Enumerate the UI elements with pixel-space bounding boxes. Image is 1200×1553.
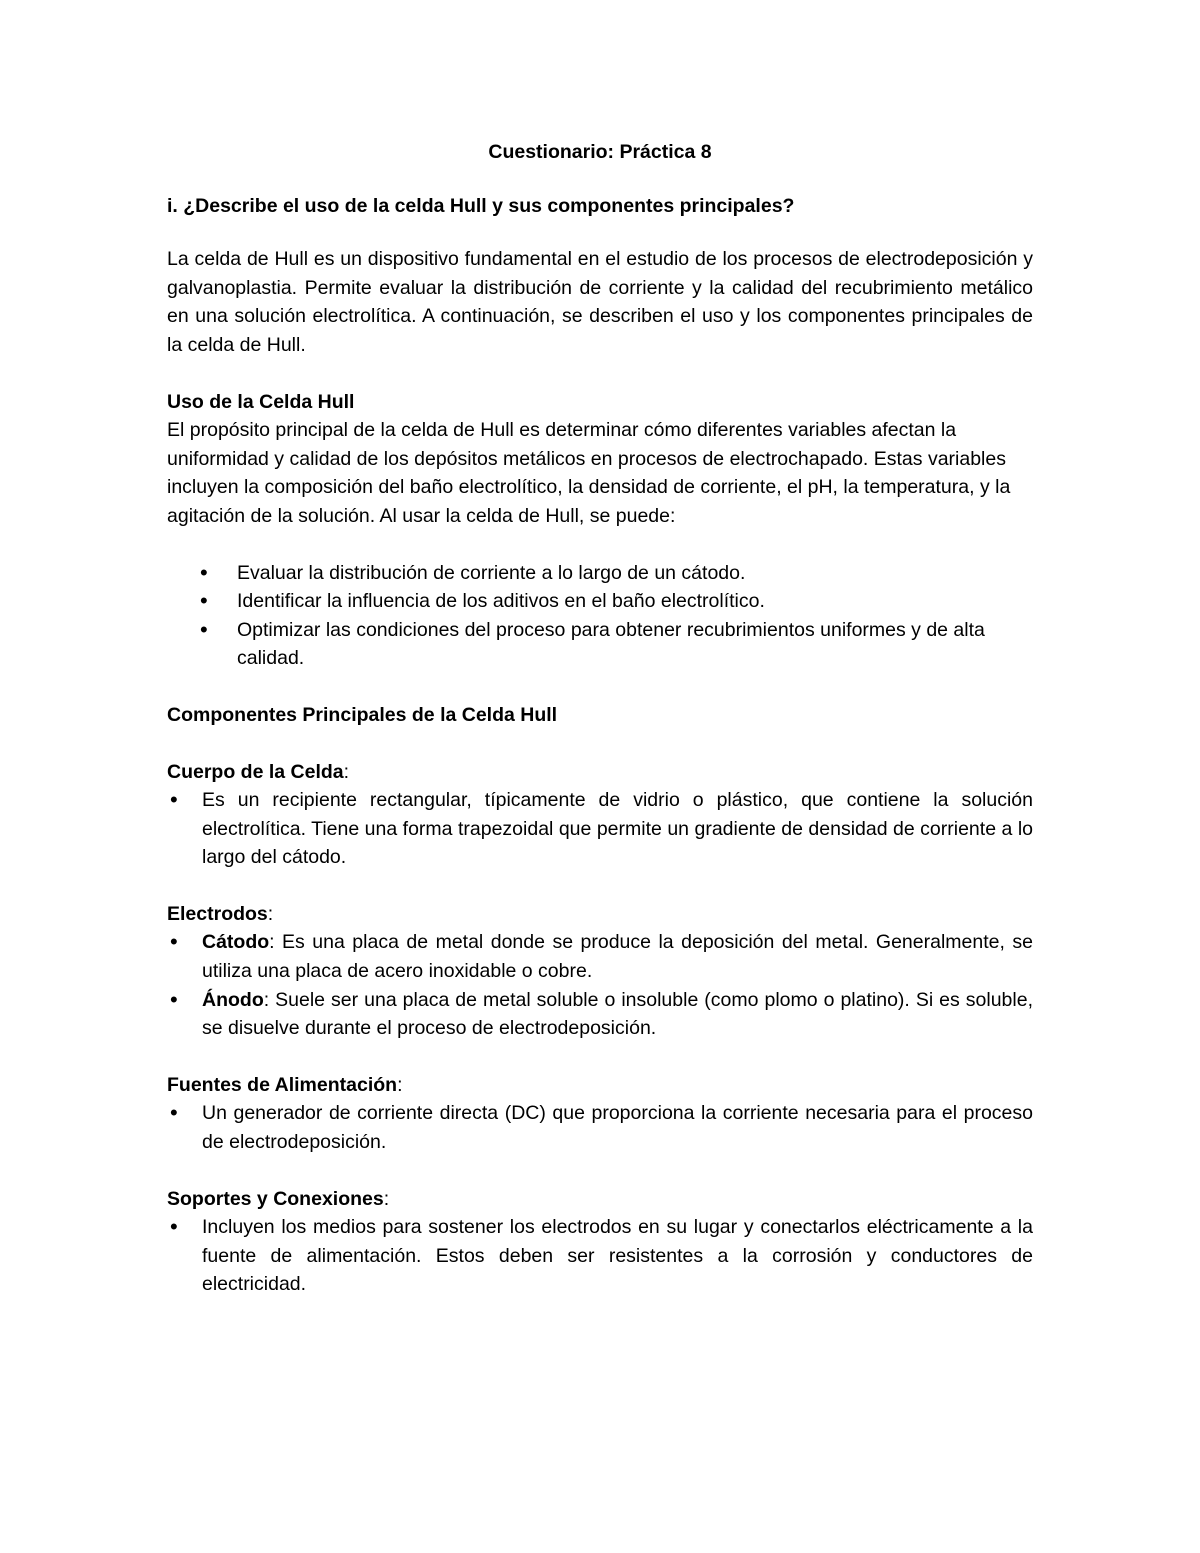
list-item-anodo <box>202 986 1033 1043</box>
cuerpo-suffix: : <box>343 760 350 783</box>
anodo-term: Ánodo <box>202 988 264 1011</box>
fuentes-bullet-list <box>167 1099 1033 1156</box>
catodo-term: Cátodo <box>202 931 270 954</box>
cuerpo-bullet-list <box>167 786 1033 872</box>
document-title: Cuestionario: Práctica 8 <box>488 141 712 163</box>
list-item: • Identificar la influencia de los aditivos en el baño electrolítico. <box>237 587 1033 616</box>
list-item: • Incluyen los medios para sostener los electrodos en su lugar y conectarlos eléctricamente a la fuente de alimentación. Estos deben ser resistentes a la corrosión y conductores de electricidad. <box>202 1213 1033 1299</box>
componentes-heading: Componentes Principales de la Celda Hull <box>167 703 558 726</box>
soportes-bullet-list <box>167 1213 1033 1299</box>
list-item-catodo <box>202 928 1033 985</box>
document-page <box>167 138 1033 1299</box>
list-item: • Optimizar las condiciones del proceso para obtener recubrimientos uniformes y de alta calidad. <box>237 616 1033 673</box>
list-item: • Es un recipiente rectangular, típicamente de vidrio o plástico, que contiene la solución electrolítica. Tiene una forma trapezoidal que permite un gradiente de densidad de corriente a lo largo del cátodo. <box>202 786 1033 872</box>
uso-paragraph: El propósito principal de la celda de Hull es determinar cómo diferentes variables afectan la uniformidad y calidad de los depósitos metálicos en procesos de electrochapado. Estas variables incluyen la composición del baño electrolítico, la densidad de corriente, el pH, la temperatura, y la agitación de la solución. Al usar la celda de Hull, se puede: <box>167 419 1011 527</box>
soportes-suffix: : <box>383 1187 390 1210</box>
catodo-text: : Es una placa de metal donde se produce la deposición del metal. Generalmente, se utiliza una placa de acero inoxidable o cobre. <box>202 931 1033 983</box>
fuentes-heading <box>167 1071 1033 1100</box>
fuentes-label: Fuentes de Alimentación <box>167 1073 398 1096</box>
intro-paragraph: La celda de Hull es un dispositivo fundamental en el estudio de los procesos de electrodeposición y galvanoplastia. Permite evaluar la distribución de corriente y la calidad del recubrimiento metálico en una solución electrolítica. A continuación, se describen el uso y los componentes principales de la celda de Hull. <box>167 248 1033 356</box>
cuerpo-heading <box>167 758 1033 787</box>
list-item: • Un generador de corriente directa (DC) que proporciona la corriente necesaria para el proceso de electrodeposición. <box>202 1099 1033 1156</box>
uso-heading: Uso de la Celda Hull <box>167 390 355 413</box>
cuerpo-label: Cuerpo de la Celda <box>167 760 344 783</box>
soportes-heading <box>167 1185 1033 1214</box>
anodo-text: : Suele ser una placa de metal soluble o insoluble (como plomo o platino). Si es soluble, se disuelve durante el proceso de electrodeposición. <box>202 988 1033 1040</box>
uso-bullet-list <box>167 559 1033 673</box>
question-heading: i. ¿Describe el uso de la celda Hull y sus componentes principales? <box>167 194 795 217</box>
electrodos-bullet-list <box>167 928 1033 1042</box>
fuentes-suffix: : <box>397 1073 403 1096</box>
electrodos-label: Electrodos <box>167 902 268 925</box>
soportes-label: Soportes y Conexiones <box>167 1187 384 1210</box>
electrodos-heading <box>167 900 1033 929</box>
electrodos-suffix: : <box>267 902 274 925</box>
list-item: • Evaluar la distribución de corriente a lo largo de un cátodo. <box>237 559 1033 588</box>
